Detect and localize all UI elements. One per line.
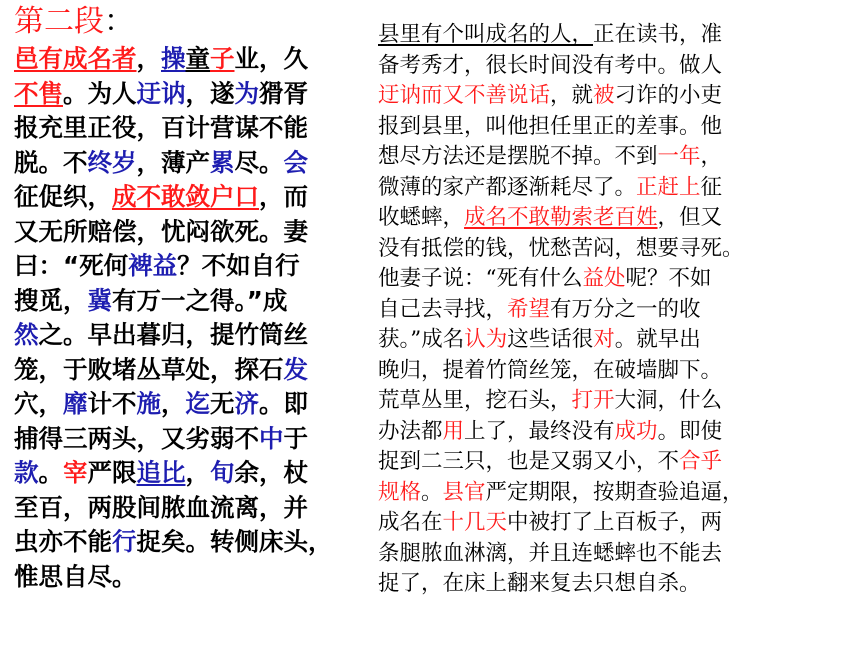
text-segment: 想尽方法还是摆脱不掉。不到: [378, 144, 658, 169]
underlined-text-segment: 不售: [14, 78, 63, 108]
text-segment: 捕得三两头，又劣弱不: [14, 423, 259, 453]
text-segment: 微薄的家产都逐渐耗尽了。: [378, 174, 637, 200]
text-segment: ，: [136, 44, 161, 73]
translation-text-body: [378, 20, 854, 600]
section-title-colon: ：: [104, 4, 134, 39]
classical-text-line: [14, 111, 362, 146]
text-segment: 。就早出: [614, 327, 701, 352]
text-segment: 用: [442, 418, 465, 444]
text-segment: 报充里正役，百计营谋不能: [14, 113, 308, 142]
text-segment: 没有抵偿的钱，忧愁苦闷，想要寻死。: [378, 235, 744, 261]
text-segment: 这些话很: [507, 327, 594, 352]
classical-text-line: [14, 77, 362, 112]
translation-text-line: [378, 234, 854, 265]
text-segment: 有万分之一的收: [550, 296, 701, 322]
text-segment: 行: [112, 527, 137, 556]
translation-text-line: [378, 173, 854, 204]
translation-text-panel: [378, 20, 854, 600]
text-segment: 会: [283, 147, 308, 177]
text-segment: 获。”成名: [378, 327, 465, 352]
text-segment: 旬: [210, 458, 235, 487]
text-segment: 上了，最终没有: [464, 418, 615, 444]
translation-text-line: [378, 264, 854, 295]
classical-text-line: [14, 42, 362, 77]
text-segment: 大洞，什么: [614, 388, 723, 413]
underlined-text-segment: 邑有成名者: [14, 44, 137, 73]
text-segment: 征: [700, 174, 723, 200]
classical-text-line: [14, 249, 362, 284]
text-segment: 认为: [464, 327, 508, 352]
text-segment: ，: [185, 458, 210, 487]
text-segment: 。: [421, 479, 443, 505]
text-segment: 猾胥: [259, 78, 308, 108]
classical-text-line: [14, 560, 362, 595]
text-segment: 正在读书，准: [593, 22, 723, 47]
text-segment: 搜觅，: [14, 285, 88, 315]
translation-text-line: [378, 142, 854, 173]
underlined-text-segment: 操: [161, 44, 186, 73]
underlined-text-segment: 子: [210, 44, 235, 73]
text-segment: 中被打了上百板子，两: [507, 510, 723, 535]
text-segment: 自己去寻找，: [378, 296, 508, 322]
classical-text-line: [14, 180, 362, 215]
classical-text-line: [14, 491, 362, 526]
translation-text-line: [378, 81, 854, 112]
translation-text-line: [378, 386, 854, 417]
text-segment: 发: [283, 354, 308, 384]
translation-text-line: [378, 478, 854, 509]
text-segment: 晚归，提着竹筒丝笼，在破墙脚下。: [378, 357, 723, 383]
text-segment: 益处: [582, 266, 626, 291]
text-segment: 尽。: [234, 147, 284, 177]
text-segment: 合乎: [679, 449, 723, 474]
text-segment: 天: [485, 510, 508, 535]
text-segment: 迄: [185, 389, 210, 418]
text-segment: 十几: [442, 510, 486, 535]
text-segment: 裨益: [128, 251, 178, 280]
text-segment: 无: [210, 389, 235, 418]
text-segment: 然: [14, 320, 39, 349]
text-segment: 捉到二三只，也是又弱又小，不: [378, 449, 680, 474]
text-segment: 虫亦不能: [14, 527, 112, 556]
text-segment: 济: [234, 389, 259, 418]
underlined-text-segment: 童: [185, 44, 210, 73]
translation-text-line: [378, 20, 854, 51]
text-segment: 之。早出暮归，提竹筒丝: [38, 320, 308, 349]
translation-text-line: [378, 508, 854, 539]
text-segment: 累: [210, 147, 235, 177]
translation-text-line: [378, 112, 854, 143]
text-segment: 。即: [259, 389, 308, 418]
text-segment: 。为人: [63, 78, 137, 108]
translation-text-line: [378, 356, 854, 387]
text-segment: 宰: [63, 458, 88, 487]
classical-text-line: [14, 422, 362, 457]
text-segment: 款: [14, 458, 39, 487]
text-segment: 笼，于败堵丛草处，探石: [14, 354, 284, 384]
text-segment: 收蟋蟀，: [378, 205, 465, 230]
text-segment: 成名在: [378, 510, 443, 535]
classical-text-line: [14, 215, 362, 250]
text-segment: 呢？不如: [625, 266, 712, 291]
text-segment: 迂讷: [136, 78, 186, 108]
classical-text-line: [14, 146, 362, 181]
text-segment: 业，久: [234, 44, 308, 73]
text-segment: 规格: [378, 479, 422, 505]
text-segment: 打开: [571, 388, 615, 413]
classical-text-line: [14, 456, 362, 491]
text-segment: 为: [234, 78, 259, 108]
text-segment: 于: [283, 423, 308, 453]
text-segment: 他妻子说：“死有什么: [378, 266, 583, 291]
translation-text-line: [378, 203, 854, 234]
classical-text-line: [14, 318, 362, 353]
translation-text-line: [378, 539, 854, 570]
text-segment: 办法都: [378, 418, 443, 444]
text-segment: 中: [259, 423, 284, 453]
text-segment: ，而: [259, 182, 308, 211]
text-segment: 捉矣。转侧床头，: [136, 527, 333, 556]
text-segment: 又无所赔偿，忧闷欲死。妻: [14, 216, 308, 246]
text-segment: 严限: [87, 458, 137, 487]
text-segment: 余，杖: [234, 458, 308, 487]
text-segment: 征促织，: [14, 182, 112, 211]
text-segment: 成功: [614, 418, 658, 444]
translation-text-line: [378, 325, 854, 356]
text-segment: 施: [136, 389, 161, 418]
translation-text-line: [378, 447, 854, 478]
underlined-text-segment: 县里有个叫成名的人，: [378, 22, 594, 47]
classical-text-line: [14, 387, 362, 422]
text-segment: 被: [593, 83, 615, 108]
translation-text-line: [378, 569, 854, 600]
text-segment: 至百，两股间脓血流离，并: [14, 492, 308, 522]
text-segment: 荒草丛里，挖石头，: [378, 388, 572, 413]
underlined-text-segment: 成不敢敛户口: [112, 182, 259, 211]
text-segment: 计不: [87, 389, 137, 418]
underlined-text-segment: 追比: [136, 458, 186, 487]
text-segment: ，但又: [657, 205, 723, 230]
text-segment: ，: [700, 144, 723, 169]
text-segment: 终岁: [87, 147, 137, 177]
text-segment: ，薄产: [136, 147, 210, 177]
classical-text-line: [14, 284, 362, 319]
translation-text-line: [378, 295, 854, 326]
classical-text-line: [14, 525, 362, 560]
text-segment: 严定期限，按期查验追逼，: [485, 479, 744, 505]
text-segment: 捉了，在床上翻来复去只想自杀。: [378, 571, 701, 596]
section-heading: [14, 4, 362, 42]
text-segment: ，遂: [185, 78, 235, 108]
text-segment: ，就: [550, 83, 594, 108]
text-segment: 县官: [442, 479, 486, 505]
text-segment: 报到县里，叫他担任里正的差事。他: [378, 113, 723, 139]
text-segment: 正赶上: [636, 174, 701, 200]
text-segment: ，: [161, 389, 186, 418]
text-segment: 刁诈的小吏: [614, 83, 723, 108]
text-segment: ？不如自行: [177, 251, 300, 280]
classical-text-body: [14, 42, 362, 594]
text-segment: 曰：“死何: [14, 251, 129, 280]
text-segment: 冀: [87, 285, 112, 315]
text-segment: 。: [38, 458, 63, 487]
text-segment: 迂讷而又不善说话: [378, 83, 551, 108]
text-segment: 穴，: [14, 389, 63, 418]
text-segment: 条腿脓血淋漓，并且连蟋蟀也不能去: [378, 540, 723, 566]
text-segment: 有万一之得。”成: [112, 285, 288, 315]
text-segment: 惟思自尽。: [14, 561, 137, 591]
translation-text-line: [378, 417, 854, 448]
section-title: 第二段: [14, 4, 104, 39]
classical-text-line: [14, 353, 362, 388]
text-segment: 。即使: [657, 418, 723, 444]
classical-text-panel: [14, 4, 362, 594]
translation-text-line: [378, 51, 854, 82]
text-segment: 希望: [507, 296, 551, 322]
text-segment: 一年: [657, 144, 701, 169]
text-segment: 靡: [63, 389, 88, 418]
underlined-text-segment: 成名不敢勒索老百姓: [464, 205, 658, 230]
text-segment: 备考秀才，很长时间没有考中。做人: [378, 52, 723, 78]
text-segment: 对: [593, 327, 615, 352]
text-segment: 脱。不: [14, 147, 88, 177]
